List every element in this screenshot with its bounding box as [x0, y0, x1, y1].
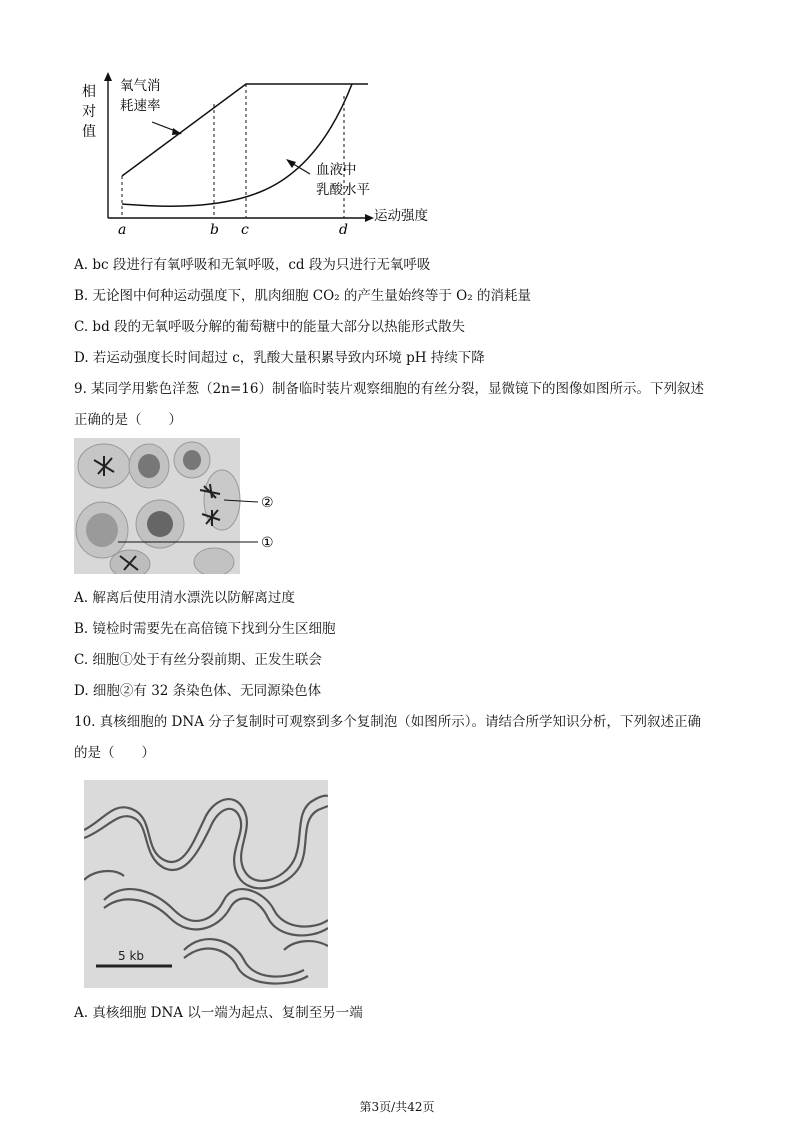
scale-label: 5 kb — [118, 949, 145, 963]
respiration-chart — [70, 70, 450, 245]
cell-nucleus — [183, 450, 201, 470]
y-axis-label-1: 相 — [82, 84, 96, 100]
oxygen-arrow-head — [172, 128, 182, 135]
q8-option-a: A. bc 段进行有氧呼吸和无氧呼吸，cd 段为只进行无氧呼吸 — [74, 257, 431, 273]
lactate-label-line2: 乳酸水平 — [316, 182, 370, 198]
q9-option-d: D. 细胞②有 32 条染色体、无同源染色体 — [74, 683, 322, 699]
q10-stem-line2: 的是（ ） — [74, 745, 155, 761]
q9-stem-line1: 9. 某同学用紫色洋葱（2n=16）制备临时装片观察细胞的有丝分裂，显微镜下的图像如图所示。下列叙述 — [74, 381, 704, 397]
q9-option-c: C. 细胞①处于有丝分裂前期、正发生联会 — [74, 652, 322, 668]
tick-c: c — [241, 222, 249, 238]
oxygen-label-line2: 耗速率 — [120, 98, 161, 114]
q9-option-a: A. 解离后使用清水漂洗以防解离过度 — [74, 590, 295, 606]
oxygen-label-line1: 氧气消 — [120, 78, 161, 94]
q8-option-d: D. 若运动强度长时间超过 c，乳酸大量积累导致内环境 pH 持续下降 — [74, 350, 485, 366]
q10-stem-line1: 10. 真核细胞的 DNA 分子复制时可观察到多个复制泡（如图所示）。请结合所学知识分析，下列叙述正确 — [74, 714, 701, 730]
cell — [194, 548, 234, 574]
lactate-label-line1: 血液中 — [316, 162, 357, 178]
microscope-image — [74, 438, 284, 574]
cell-nucleus — [138, 454, 160, 478]
tick-d: d — [339, 222, 348, 238]
cell-nucleus — [147, 511, 173, 537]
x-axis-arrow — [365, 214, 374, 222]
label-1: ① — [261, 535, 274, 551]
y-axis-label-2: 对 — [82, 104, 96, 120]
dna-replication-micrograph — [84, 780, 328, 988]
tick-b: b — [210, 222, 219, 238]
q9-stem-line2: 正确的是（ ） — [74, 412, 182, 428]
q8-option-c: C. bd 段的无氧呼吸分解的葡萄糖中的能量大部分以热能形式散失 — [74, 319, 466, 335]
tick-a: a — [118, 222, 127, 238]
cell-1-nucleus — [86, 513, 118, 547]
x-axis-label: 运动强度 — [374, 208, 428, 224]
q8-option-b: B. 无论图中何种运动强度下，肌肉细胞 CO₂ 的产生量始终等于 O₂ 的消耗量 — [74, 288, 531, 304]
label-2: ② — [261, 495, 274, 511]
lactate-arrow-head — [286, 159, 296, 168]
q10-option-a: A. 真核细胞 DNA 以一端为起点、复制至另一端 — [74, 1005, 363, 1021]
y-axis-label-3: 值 — [82, 124, 96, 140]
y-axis-arrow — [104, 72, 112, 81]
page-footer: 第3页/共42页 — [359, 1100, 435, 1114]
q9-option-b: B. 镜检时需要先在高倍镜下找到分生区细胞 — [74, 621, 336, 637]
